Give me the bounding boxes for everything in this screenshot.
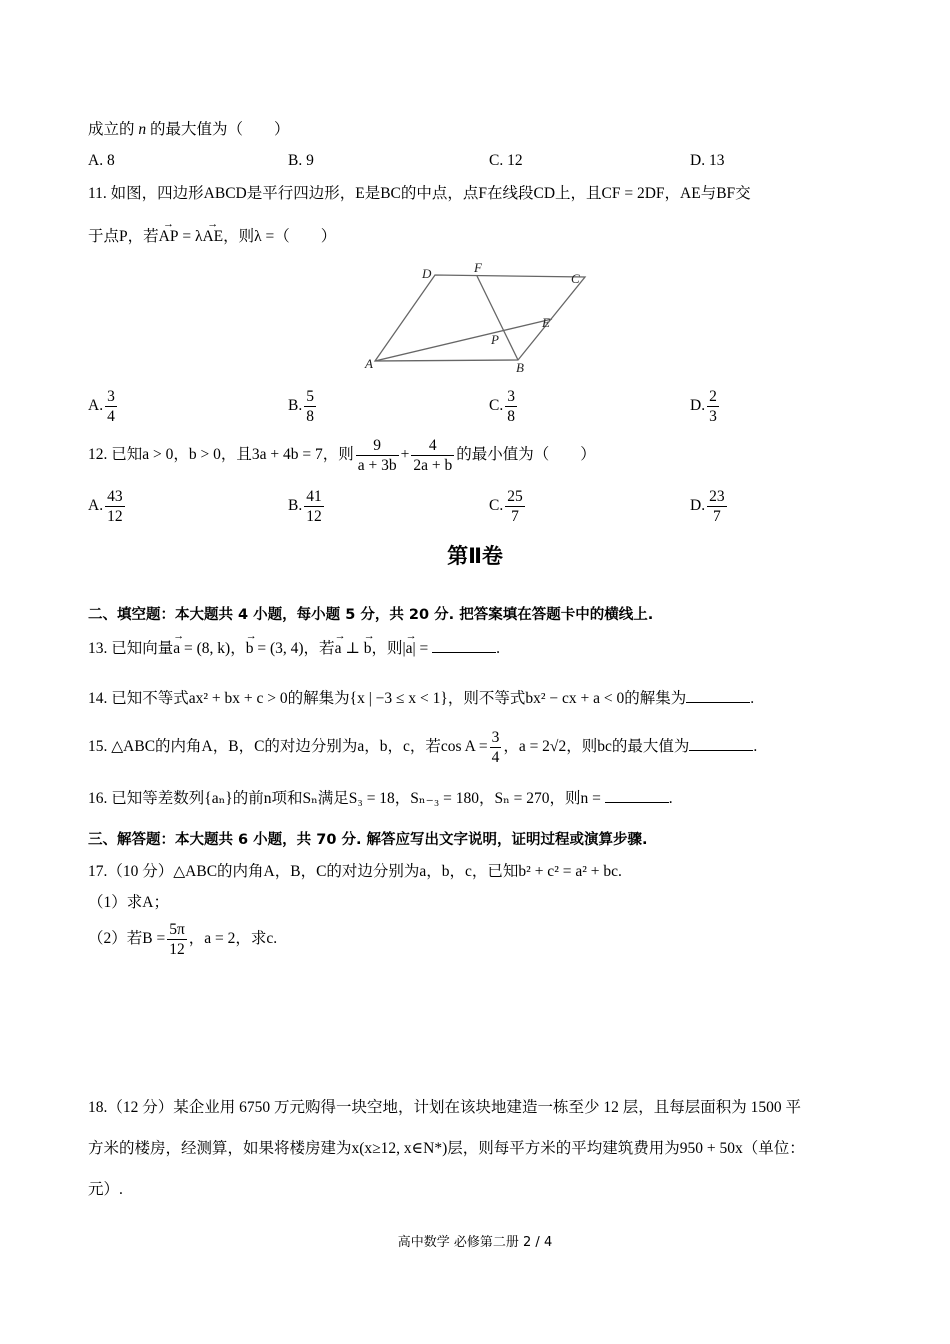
label-e: E xyxy=(542,315,550,330)
q12-line: 12. 已知a > 0，b > 0，且3a + 4b = 7，则 $\frac{9}{a + 3b}$ + $\frac{4}{2a + b}$ 的最小值为（ ） xyxy=(88,437,596,474)
q18-line3: 元）. xyxy=(88,1181,123,1198)
q12-option-d: D. $\frac{23}{7}$ xyxy=(690,488,725,525)
q10-tail: 成立的 n 的最大值为（ ） xyxy=(88,121,290,138)
q10-option-c: C. 12 xyxy=(489,152,523,169)
q18-line1: 18.（12 分）某企业用 6750 万元购得一块空地，计划在该块地建造一栋至少 12 层，且每层面积为 1500 平 xyxy=(88,1099,802,1116)
q10-option-d: D. 13 xyxy=(690,152,725,169)
q11-option-a: A. $\frac{3}{4}$ xyxy=(88,388,115,425)
vector-ae: → AE xyxy=(202,226,223,248)
segment-ae xyxy=(375,319,552,361)
label-b: B xyxy=(516,360,524,375)
section-2-heading: 二、填空题：本大题共 4 小题，每小题 5 分，共 20 分. 把答案填在答题卡中的横线上. xyxy=(88,607,654,623)
q18-line2: 方米的楼房，经测算，如果将楼房建为x(x≥12, x∈N*)层，则每平方米的平均建筑费用为950 + 50x（单位： xyxy=(88,1140,805,1157)
volume-title: 第Ⅱ卷 xyxy=(447,544,503,568)
q17-part1: （1）求A； xyxy=(88,894,169,911)
label-p: P xyxy=(491,332,499,347)
label-d: D xyxy=(422,266,432,281)
q17-line1: 17.（10 分）△ABC的内角A，B，C的对边分别为a，b，c，已知b² + c² = a² + bc. xyxy=(88,863,622,880)
q11-option-b: B. $\frac{5}{8}$ xyxy=(288,388,314,425)
q13: 13. 已知向量→ a = (8, k)，→ b = (3, 4)，若→ a ⊥ → b，则|→ a| = . xyxy=(88,638,500,660)
q10-option-a: A. 8 xyxy=(88,152,115,169)
page-footer: 高中数学 必修第二册 2 / 4 xyxy=(397,1235,553,1250)
q14: 14. 已知不等式ax² + bx + c > 0的解集为{x | −3 ≤ x < 1}，则不等式bx² − cx + a < 0的解集为 . xyxy=(88,690,755,707)
q15: 15. △ABC的内角A，B，C的对边分别为a，b，c，若cos A = $\frac{3}{4}$ ，a = 2√2，则bc的最大值为 . xyxy=(88,729,758,766)
q11-line1: 11. 如图，四边形ABCD是平行四边形，E是BC的中点，点F在线段CD上，且CF = 2DF，AE与BF交 xyxy=(88,185,751,202)
label-a: A xyxy=(365,356,373,371)
parallelogram-figure xyxy=(360,258,600,376)
q11-option-c: C. $\frac{3}{8}$ xyxy=(489,388,515,425)
q15-answer-blank xyxy=(689,736,753,751)
q16: 16. 已知等差数列{aₙ}的前n项和Sₙ满足S₃ = 18，Sₙ₋₃ = 180，Sₙ = 270，则n = . xyxy=(88,790,673,807)
q12-option-a: A. $\frac{43}{12}$ xyxy=(88,488,123,525)
q17-part2: （2）若B = $\frac{5\pi}{12}$ ，a = 2，求c. xyxy=(88,921,278,958)
section-3-heading: 三、解答题：本大题共 6 小题，共 70 分. 解答应写出文字说明，证明过程或演算步骤. xyxy=(88,832,648,848)
q11-line2: 于点P，若→ AP = λ→ AE，则λ =（ ） xyxy=(88,226,336,248)
q16-answer-blank xyxy=(605,788,669,803)
q12-option-c: C. $\frac{25}{7}$ xyxy=(489,488,523,525)
parallelogram-abcd xyxy=(375,275,585,361)
q11-option-d: D. $\frac{2}{3}$ xyxy=(690,388,717,425)
vector-ap: → AP xyxy=(159,226,179,248)
q10-option-b: B. 9 xyxy=(288,152,314,169)
q14-answer-blank xyxy=(686,688,750,703)
label-c: C xyxy=(571,271,580,286)
segment-bf xyxy=(477,276,518,360)
q12-option-b: B. $\frac{41}{12}$ xyxy=(288,488,322,525)
q13-answer-blank xyxy=(432,638,496,653)
label-f: F xyxy=(474,260,482,275)
